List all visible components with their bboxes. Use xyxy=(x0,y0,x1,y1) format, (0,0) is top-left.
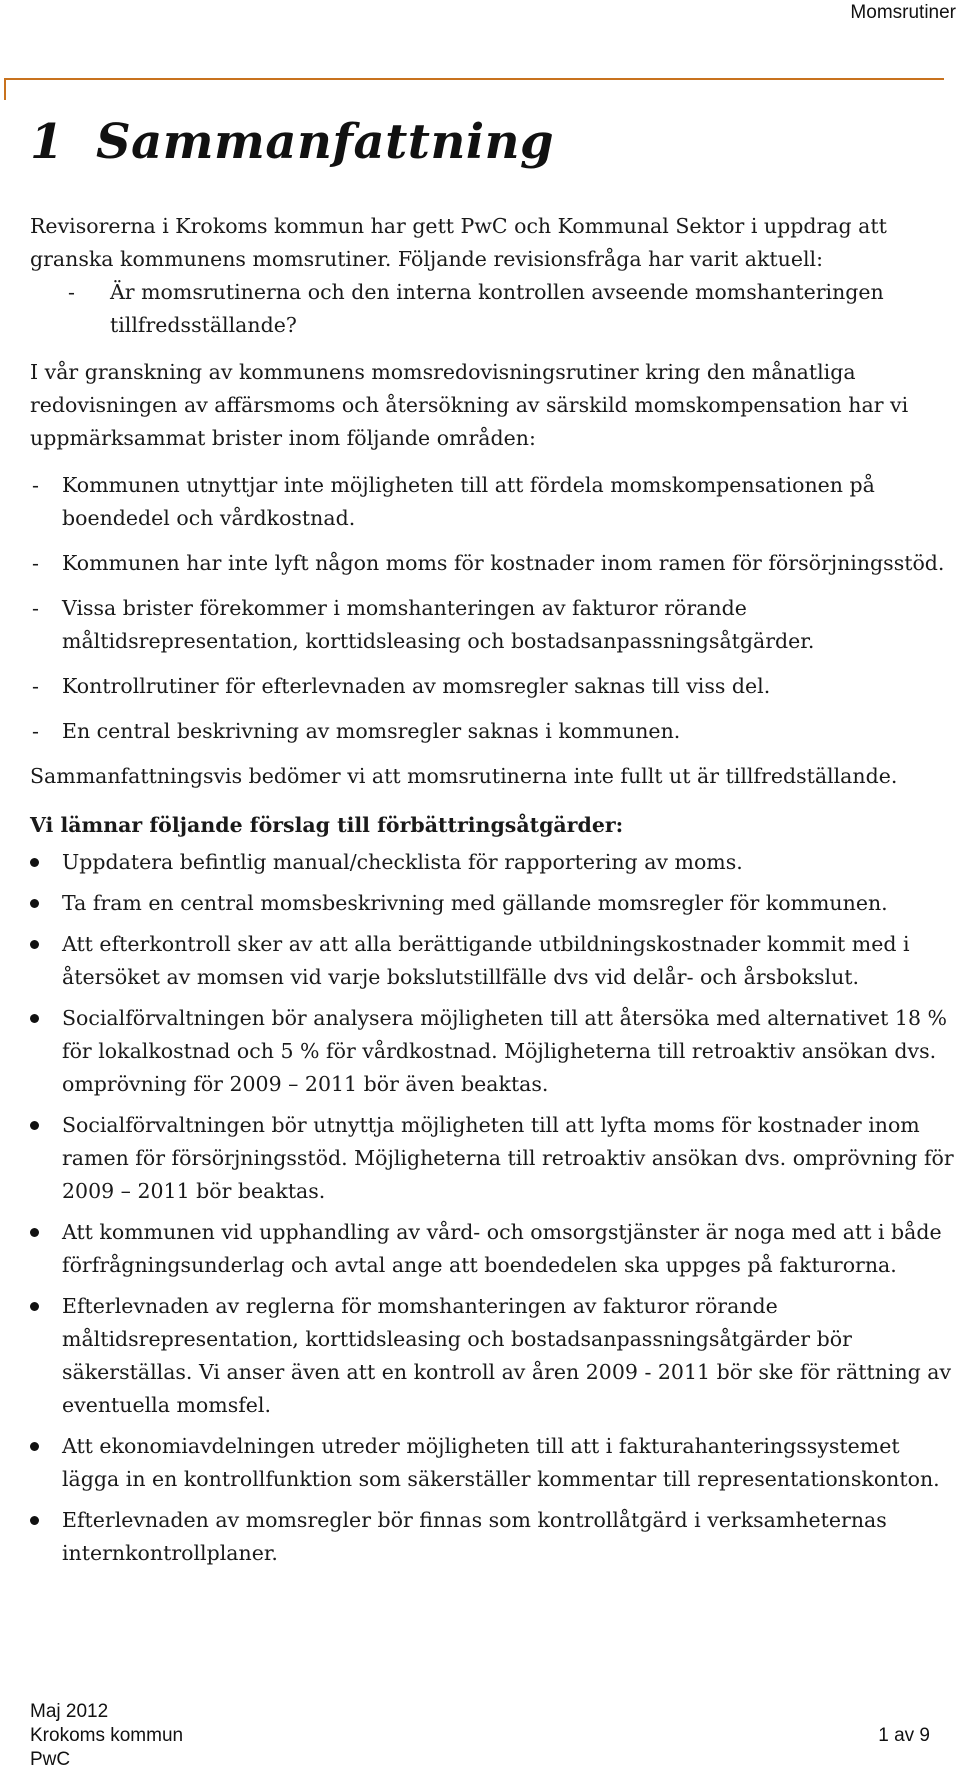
page-body xyxy=(30,112,955,1578)
dash-marker: - xyxy=(32,473,39,497)
recommendations-heading: Vi lämnar följande förslag till förbättringsåtgärder: xyxy=(30,813,624,837)
finding-text: Kommunen har inte lyft någon moms för kostnader inom ramen för försörjningsstöd. xyxy=(62,551,945,575)
finding-item xyxy=(30,670,955,703)
dash-marker: - xyxy=(32,551,39,575)
section-title: Sammanfattning xyxy=(96,114,555,170)
findings-list xyxy=(30,469,955,748)
bullet-icon xyxy=(30,1014,39,1023)
finding-text: Vissa brister förekommer i momshanteringen av fakturor rörande måltidsrepresentation, korttidsleasing och bostadsanpassningsåtgärder. xyxy=(62,596,815,653)
recommendation-text: Uppdatera befintlig manual/checklista för rapportering av moms. xyxy=(62,850,743,874)
findings-paragraph: I vår granskning av kommunens momsredovisningsrutiner kring den månatliga redovisningen av affärsmoms och återsökning av särskild momskompensation har vi uppmärksammat brister inom följande områden: xyxy=(30,360,909,450)
section-number: 1 xyxy=(30,114,64,170)
footer-firm: PwC xyxy=(30,1749,71,1770)
finding-text: Kontrollrutiner för efterlevnaden av momsregler saknas till viss del. xyxy=(62,674,771,698)
recommendation-item xyxy=(30,928,955,994)
recommendation-item xyxy=(30,1290,955,1422)
recommendation-item xyxy=(30,887,955,920)
bullet-icon xyxy=(30,1302,39,1311)
recommendation-text: Att ekonomiavdelningen utreder möjligheten till att i fakturahanteringssystemet lägga in en kontrollfunktion som säkerställer kommentar till representationskonton. xyxy=(62,1434,940,1491)
document-title: Momsrutiner xyxy=(850,2,956,23)
footer-date: Maj 2012 xyxy=(30,1701,109,1722)
footer-organization: Krokoms kommun xyxy=(30,1725,184,1746)
summary-paragraph: Sammanfattningsvis bedömer vi att momsrutinerna inte fullt ut är tillfredställande. xyxy=(30,764,898,788)
recommendation-text: Efterlevnaden av reglerna för momshanteringen av fakturor rörande måltidsrepresentation, korttidsleasing och bostadsanpassningsåtgärder bör säkerställas. Vi anser även att en kontroll av åren 2009 - 2011 bör ske för rättning av eventuella momsfel. xyxy=(62,1294,952,1417)
page-footer xyxy=(30,1700,183,1772)
recommendation-text: Att efterkontroll sker av att alla berättigande utbildningskostnader kommit med i återsöket av momsen vid varje bokslutstillfälle dvs vid delår- och årsbokslut. xyxy=(62,932,910,989)
recommendation-item xyxy=(30,1504,955,1570)
recommendation-text: Ta fram en central momsbeskrivning med gällande momsregler för kommunen. xyxy=(62,891,888,915)
dash-marker: - xyxy=(32,719,39,743)
header-rule xyxy=(4,78,944,80)
finding-item xyxy=(30,547,955,580)
recommendation-item xyxy=(30,1109,955,1208)
bullet-icon xyxy=(30,1228,39,1237)
intro-paragraph: Revisorerna i Krokoms kommun har gett PwC och Kommunal Sektor i uppdrag att granska kommunens momsrutiner. Följande revisionsfråga har varit aktuell: xyxy=(30,214,887,271)
bullet-icon xyxy=(30,1442,39,1451)
finding-item xyxy=(30,592,955,658)
recommendation-text: Att kommunen vid upphandling av vård- och omsorgstjänster är noga med att i både förfrågningsunderlag och avtal ange att boendedelen ska uppges på fakturorna. xyxy=(62,1220,942,1277)
recommendations-list xyxy=(30,846,955,1570)
dash-marker: - xyxy=(32,674,39,698)
revision-question xyxy=(30,276,955,342)
recommendation-item xyxy=(30,1216,955,1282)
recommendation-item xyxy=(30,1002,955,1101)
recommendation-item xyxy=(30,1430,955,1496)
finding-item xyxy=(30,715,955,748)
recommendation-text: Efterlevnaden av momsregler bör finnas som kontrollåtgärd i verksamheternas internkontrollplaner. xyxy=(62,1508,887,1565)
bullet-icon xyxy=(30,1121,39,1130)
bullet-icon xyxy=(30,1516,39,1525)
revision-question-text: Är momsrutinerna och den interna kontrollen avseende momshanteringen tillfredsställande? xyxy=(110,280,884,337)
recommendation-item xyxy=(30,846,955,879)
header-rule-corner xyxy=(4,78,6,100)
finding-text: En central beskrivning av momsregler saknas i kommunen. xyxy=(62,719,681,743)
dash-marker: - xyxy=(32,596,39,620)
recommendation-text: Socialförvaltningen bör utnyttja möjligheten till att lyfta moms för kostnader inom ramen för försörjningsstöd. Möjligheterna till retroaktiv ansökan dvs. omprövning för 2009 – 2011 bör beaktas. xyxy=(62,1113,954,1203)
section-heading xyxy=(30,112,955,172)
dash-marker: - xyxy=(68,280,75,304)
recommendation-text: Socialförvaltningen bör analysera möjligheten till att återsöka med alternativet 18 % för lokalkostnad och 5 % för vårdkostnad. Möjligheterna till retroaktiv ansökan dvs. omprövning för 2009 – 2011 bör även beaktas. xyxy=(62,1006,947,1096)
bullet-icon xyxy=(30,858,39,867)
page-number: 1 av 9 xyxy=(878,1725,930,1746)
finding-item xyxy=(30,469,955,535)
bullet-icon xyxy=(30,899,39,908)
finding-text: Kommunen utnyttjar inte möjligheten till att fördela momskompensationen på boendedel och vårdkostnad. xyxy=(62,473,875,530)
bullet-icon xyxy=(30,940,39,949)
